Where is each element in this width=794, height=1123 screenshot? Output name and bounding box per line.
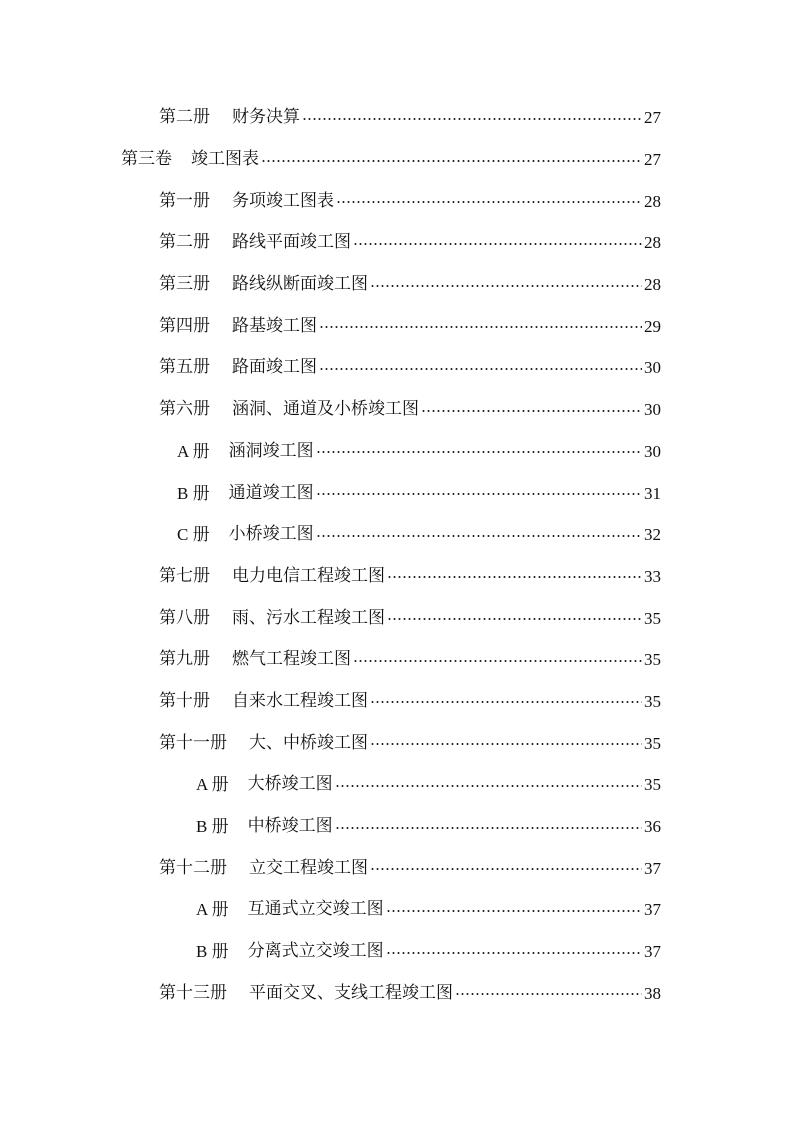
entry-title: 互通式立交竣工图 [247, 899, 384, 920]
toc-entry[interactable] [0, 139, 661, 181]
entry-title: 路线平面竣工图 [232, 232, 351, 253]
dot-leader [370, 285, 642, 287]
entry-page-number: 27 [644, 108, 661, 128]
dot-leader [335, 785, 642, 787]
dot-leader [387, 576, 642, 578]
entry-volume-label: 第八册 [159, 607, 210, 628]
toc-entry[interactable] [0, 764, 661, 806]
entry-volume-label: 第九册 [159, 649, 210, 670]
entry-title: 分离式立交竣工图 [247, 941, 384, 962]
toc-entry[interactable] [0, 597, 661, 639]
entry-volume-label: 第十三册 [159, 982, 227, 1003]
toc-entry[interactable] [0, 514, 661, 556]
entry-volume-label: 第三册 [159, 274, 210, 295]
entry-title: 电力电信工程竣工图 [232, 565, 385, 586]
entry-page-number: 31 [644, 483, 661, 503]
entry-volume-label: B 册 [196, 942, 229, 962]
dot-leader [336, 201, 642, 203]
entry-volume-label: 第四册 [159, 315, 210, 336]
toc-entry[interactable] [0, 264, 661, 306]
entry-page-number: 30 [644, 358, 661, 378]
toc-entry[interactable] [0, 639, 661, 681]
toc-entry[interactable] [0, 431, 661, 473]
entry-title: 财务决算 [232, 107, 300, 128]
dot-leader [370, 743, 642, 745]
dot-leader [316, 451, 642, 453]
entry-volume-label: 第二册 [159, 232, 210, 253]
entry-title: 路基竣工图 [232, 315, 317, 336]
entry-title: 燃气工程竣工图 [232, 649, 351, 670]
entry-title: 通道竣工图 [228, 482, 314, 503]
entry-volume-label: B 册 [196, 817, 229, 837]
entry-title: 大、中桥竣工图 [249, 732, 368, 753]
entry-title: 竣工图表 [191, 149, 259, 170]
entry-volume-label: 第一册 [159, 190, 210, 211]
entry-page-number: 37 [644, 858, 661, 878]
entry-page-number: 33 [644, 566, 661, 586]
dot-leader [319, 326, 642, 328]
entry-page-number: 29 [644, 316, 661, 336]
entry-title: 雨、污水工程竣工图 [232, 607, 385, 628]
toc-entry[interactable] [0, 556, 661, 598]
toc-entry[interactable] [0, 97, 661, 139]
dot-leader [302, 118, 642, 120]
toc-entry[interactable] [0, 972, 661, 1014]
entry-volume-label: C 册 [177, 525, 210, 545]
toc-entry[interactable] [0, 305, 661, 347]
toc-entry[interactable] [0, 847, 661, 889]
entry-page-number: 35 [644, 650, 661, 670]
toc-entry[interactable] [0, 222, 661, 264]
entry-volume-label: A 册 [196, 775, 229, 795]
entry-title: 涵洞、通道及小桥竣工图 [232, 399, 419, 420]
toc-entry[interactable] [0, 889, 661, 931]
entry-volume-label: 第二册 [159, 107, 210, 128]
entry-title: 中桥竣工图 [247, 816, 333, 837]
dot-leader [316, 493, 642, 495]
toc-entry[interactable] [0, 722, 661, 764]
entry-title: 大桥竣工图 [247, 774, 333, 795]
entry-title: 涵洞竣工图 [228, 440, 314, 461]
dot-leader [335, 827, 642, 829]
entry-title: 立交工程竣工图 [249, 857, 368, 878]
entry-title: 路面竣工图 [232, 357, 317, 378]
entry-volume-label: A 册 [177, 441, 210, 461]
dot-leader [261, 160, 642, 162]
entry-volume-label: 第五册 [159, 357, 210, 378]
dot-leader [455, 993, 642, 995]
dot-leader [353, 243, 642, 245]
entry-page-number: 35 [644, 733, 661, 753]
dot-leader [370, 701, 642, 703]
dot-leader [387, 618, 642, 620]
entry-volume-label: 第十二册 [159, 857, 227, 878]
entry-page-number: 28 [644, 191, 661, 211]
toc-entry[interactable] [0, 180, 661, 222]
entry-volume-label: 第三卷 [121, 149, 172, 170]
dot-leader [319, 368, 642, 370]
entry-volume-label: 第七册 [159, 565, 210, 586]
entry-page-number: 28 [644, 233, 661, 253]
dot-leader [386, 910, 642, 912]
entry-title: 务项竣工图表 [232, 190, 334, 211]
dot-leader [421, 410, 642, 412]
entry-title: 小桥竣工图 [228, 524, 314, 545]
entry-page-number: 32 [644, 525, 661, 545]
dot-leader [353, 660, 642, 662]
table-of-contents [0, 97, 794, 1014]
toc-entry[interactable] [0, 347, 661, 389]
entry-page-number: 37 [644, 942, 661, 962]
entry-page-number: 30 [644, 441, 661, 461]
entry-page-number: 27 [644, 150, 661, 170]
toc-entry[interactable] [0, 472, 661, 514]
entry-volume-label: 第十册 [159, 690, 210, 711]
dot-leader [370, 868, 642, 870]
entry-volume-label: A 册 [196, 900, 229, 920]
entry-page-number: 37 [644, 900, 661, 920]
entry-page-number: 35 [644, 608, 661, 628]
entry-title: 平面交叉、支线工程竣工图 [249, 982, 453, 1003]
toc-entry[interactable] [0, 681, 661, 723]
entry-volume-label: 第十一册 [159, 732, 227, 753]
toc-entry[interactable] [0, 389, 661, 431]
dot-leader [386, 952, 642, 954]
dot-leader [316, 535, 642, 537]
entry-page-number: 30 [644, 400, 661, 420]
toc-entry[interactable] [0, 931, 661, 973]
entry-page-number: 38 [644, 983, 661, 1003]
entry-page-number: 35 [644, 775, 661, 795]
entry-page-number: 35 [644, 691, 661, 711]
entry-page-number: 36 [644, 817, 661, 837]
toc-entry[interactable] [0, 806, 661, 848]
entry-volume-label: 第六册 [159, 399, 210, 420]
entry-title: 路线纵断面竣工图 [232, 274, 368, 295]
entry-page-number: 28 [644, 275, 661, 295]
entry-volume-label: B 册 [177, 483, 210, 503]
entry-title: 自来水工程竣工图 [232, 690, 368, 711]
